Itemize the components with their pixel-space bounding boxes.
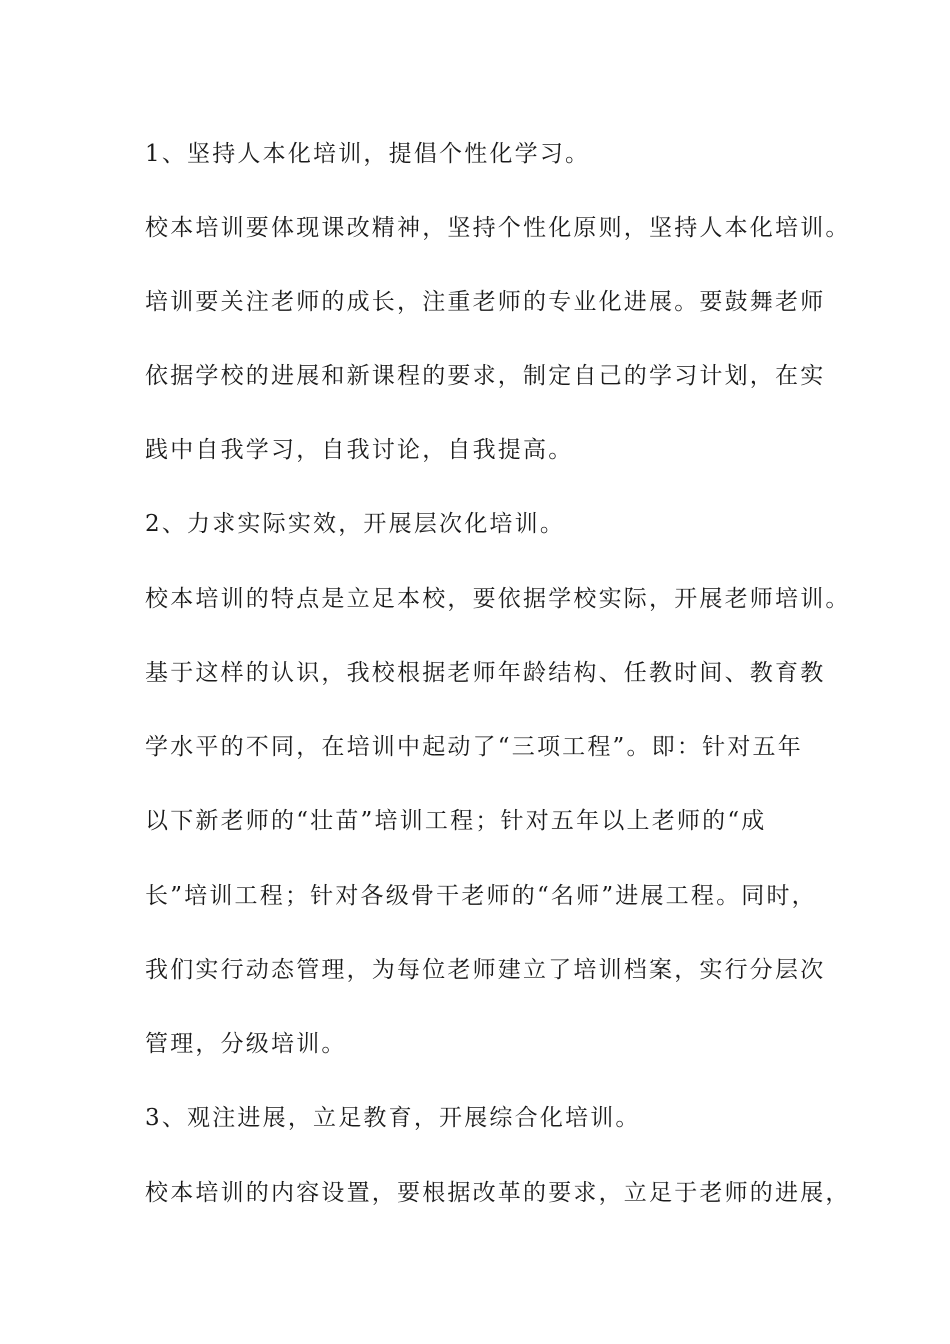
paragraph-line: 践中自我学习，自我讨论，自我提高。	[145, 437, 574, 463]
heading-3: 3、观注进展，立足教育，开展综合化培训。	[145, 1105, 641, 1131]
paragraph-line: 学水平的不同，在培训中起动了“三项工程”。即：针对五年	[145, 734, 803, 760]
paragraph-line: 校本培训的特点是立足本校，要依据学校实际，开展老师培训。	[145, 586, 851, 612]
paragraph-line: 我们实行动态管理，为每位老师建立了培训档案，实行分层次	[145, 957, 826, 983]
paragraph-line: 校本培训要体现课改精神，坚持个性化原则，坚持人本化培训。	[145, 215, 851, 241]
paragraph-line: 管理，分级培训。	[145, 1031, 347, 1057]
heading-2: 2、力求实际实效，开展层次化培训。	[145, 511, 566, 537]
paragraph-line: 基于这样的认识，我校根据老师年龄结构、任教时间、教育教	[145, 660, 826, 686]
paragraph-line: 长”培训工程；针对各级骨干老师的“名师”进展工程。同时，	[145, 883, 817, 909]
heading-1: 1、坚持人本化培训，提倡个性化学习。	[145, 141, 591, 167]
paragraph-line: 培训要关注老师的成长，注重老师的专业化进展。要鼓舞老师	[145, 289, 826, 315]
paragraph-line: 校本培训的内容设置，要根据改革的要求，立足于老师的进展，	[145, 1180, 851, 1206]
paragraph-line: 依据学校的进展和新课程的要求，制定自己的学习计划，在实	[145, 363, 826, 389]
paragraph-line: 以下新老师的“壮苗”培训工程；针对五年以上老师的“成	[145, 808, 767, 834]
